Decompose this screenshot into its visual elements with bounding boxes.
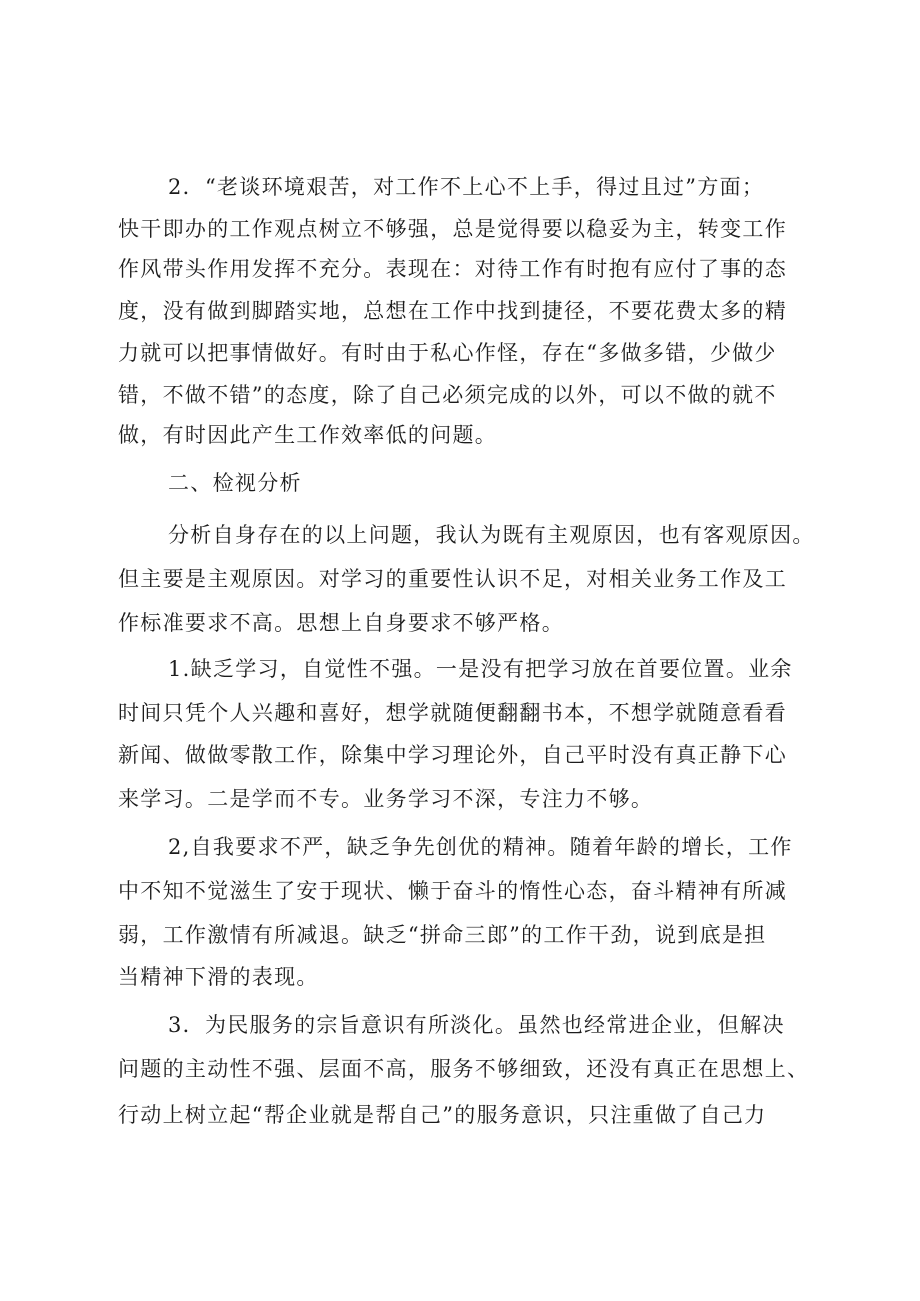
paragraph-line: 做，有时因此产生工作效率低的问题。 (118, 423, 498, 447)
paragraph-line: 但主要是主观原因。对学习的重要性认识不足，对相关业务工作及工 (118, 567, 787, 591)
paragraph-line: 问题的主动性不强、层面不高，服务不够细致，还没有真正在思想上、 (118, 1057, 810, 1081)
paragraph-line: 3．为民服务的宗旨意识有所淡化。虽然也经常进企业，但解决 (168, 1013, 785, 1037)
paragraph-line: 弱，工作激情有所减退。缺乏“拼命三郎”的工作干劲，说到底是担 (118, 923, 767, 947)
section-heading: 二、检视分析 (168, 471, 302, 495)
paragraph-line: 新闻、做做零散工作，除集中学习理论外，自己平时没有真正静下心 (118, 743, 787, 767)
paragraph-line: 当精神下滑的表现。 (118, 965, 319, 989)
paragraph-line: 2．“老谈环境艰苦，对工作不上心不上手，得过且过”方面； (168, 175, 765, 199)
paragraph-line: 行动上树立起“帮企业就是帮自己”的服务意识，只注重做了自己力 (118, 1103, 767, 1127)
paragraph-line: 分析自身存在的以上问题，我认为既有主观原因，也有客观原因。 (168, 523, 815, 547)
paragraph-line: 来学习。二是学而不专。业务学习不深，专注力不够。 (118, 787, 654, 811)
paragraph-line: 时间只凭个人兴趣和喜好，想学就随便翻翻书本，不想学就随意看看 (118, 701, 787, 725)
paragraph-line: 作标准要求不高。思想上自身要求不够严格。 (118, 611, 564, 635)
paragraph-line: 1.缺乏学习，自觉性不强。一是没有把学习放在首要位置。业余 (168, 657, 793, 681)
paragraph-line: 中不知不觉滋生了安于现状、懒于奋斗的惰性心态，奋斗精神有所减 (118, 879, 787, 903)
paragraph-line: 作风带头作用发挥不充分。表现在：对待工作有时抱有应付了事的态 (118, 257, 787, 281)
paragraph-line: 度，没有做到脚踏实地，总想在工作中找到捷径，不要花费太多的精 (118, 299, 787, 323)
paragraph-line: 2,自我要求不严，缺乏争先创优的精神。随着年龄的增长，工作 (168, 835, 793, 859)
paragraph-line: 错，不做不错”的态度，除了自己必须完成的以外，可以不做的就不 (118, 383, 777, 407)
paragraph-line: 力就可以把事情做好。有时由于私心作怪，存在“多做多错，少做少 (118, 341, 777, 365)
paragraph-line: 快干即办的工作观点树立不够强，总是觉得要以稳妥为主，转变工作 (118, 217, 787, 241)
